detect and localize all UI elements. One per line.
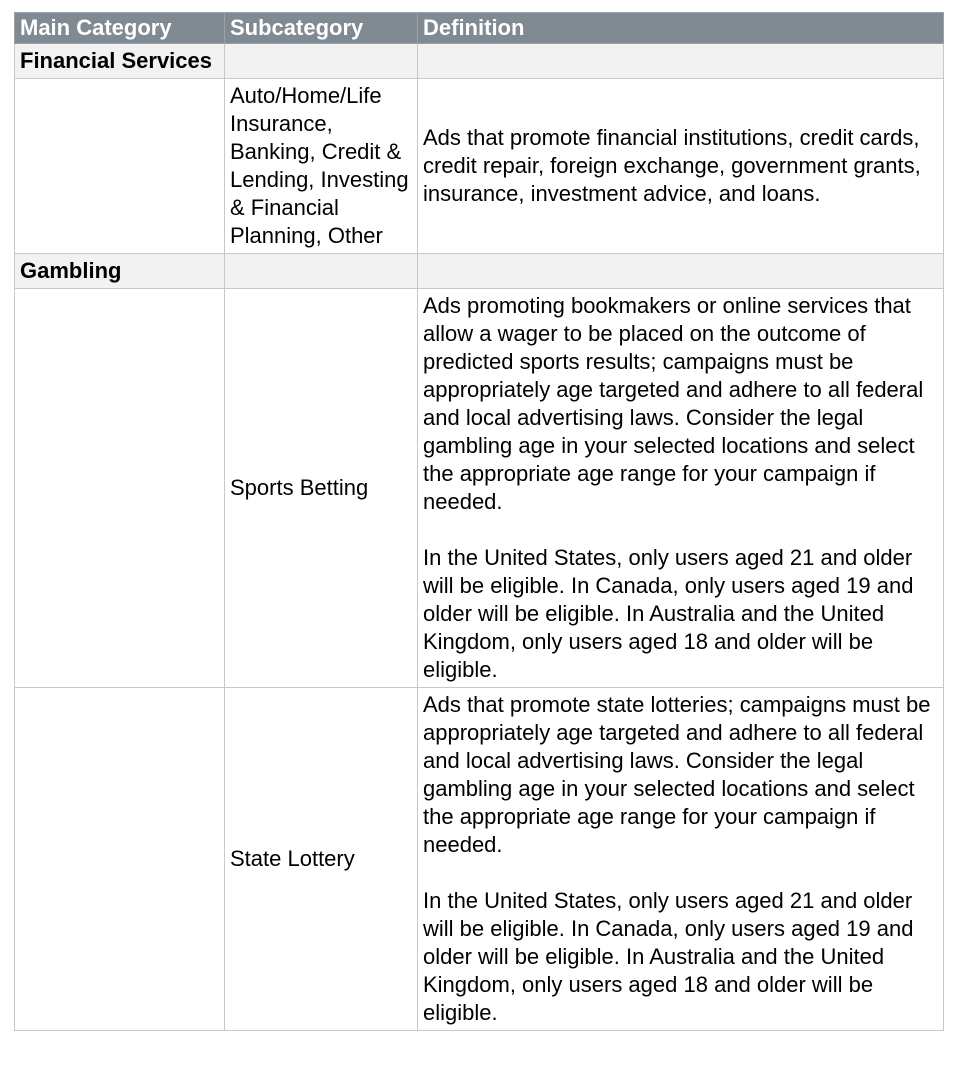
definition-cell: Ads promoting bookmakers or online services that allow a wager to be placed on the outcome of predicted sports results; campaigns must be appropriately age targeted and adhere to all federal and local advertising laws. Consider the legal gambling age in your selected locations and select the appropriate age range for your campaign if needed. In the United States, only users aged 21 and older will be eligible. In Canada, only users aged 19 and older will be eligible. In Australia and the United Kingdom, only users aged 18 and older will be eligible. (418, 289, 944, 688)
table-header (15, 13, 944, 44)
subcategory-cell: Sports Betting (225, 289, 418, 688)
table-body (15, 44, 944, 1031)
header-subcategory: Subcategory (225, 13, 418, 44)
empty-cell (225, 44, 418, 79)
category-name: Financial Services (15, 44, 225, 79)
definition-cell: Ads that promote state lotteries; campaigns must be appropriately age targeted and adhere to all federal and local advertising laws. Consider the legal gambling age in your selected locations and select the appropriate age range for your campaign if needed. In the United States, only users aged 21 and older will be eligible. In Canada, only users aged 19 and older will be eligible. In Australia and the United Kingdom, only users aged 18 and older will be eligible. (418, 688, 944, 1031)
empty-cell (15, 688, 225, 1031)
category-name: Gambling (15, 254, 225, 289)
ad-category-table (14, 12, 944, 1031)
header-main-category: Main Category (15, 13, 225, 44)
subcategory-cell: State Lottery (225, 688, 418, 1031)
table-row (15, 79, 944, 254)
empty-cell (418, 44, 944, 79)
table-row (15, 289, 944, 688)
header-row (15, 13, 944, 44)
empty-cell (225, 254, 418, 289)
ad-category-table-container (14, 12, 943, 1031)
header-definition: Definition (418, 13, 944, 44)
category-row-financial-services (15, 44, 944, 79)
definition-cell: Ads that promote financial institutions, credit cards, credit repair, foreign exchange, government grants, insurance, investment advice, and loans. (418, 79, 944, 254)
table-row (15, 688, 944, 1031)
category-row-gambling (15, 254, 944, 289)
empty-cell (418, 254, 944, 289)
empty-cell (15, 289, 225, 688)
subcategory-cell: Auto/Home/Life Insurance, Banking, Credit & Lending, Investing & Financial Planning, Other (225, 79, 418, 254)
empty-cell (15, 79, 225, 254)
